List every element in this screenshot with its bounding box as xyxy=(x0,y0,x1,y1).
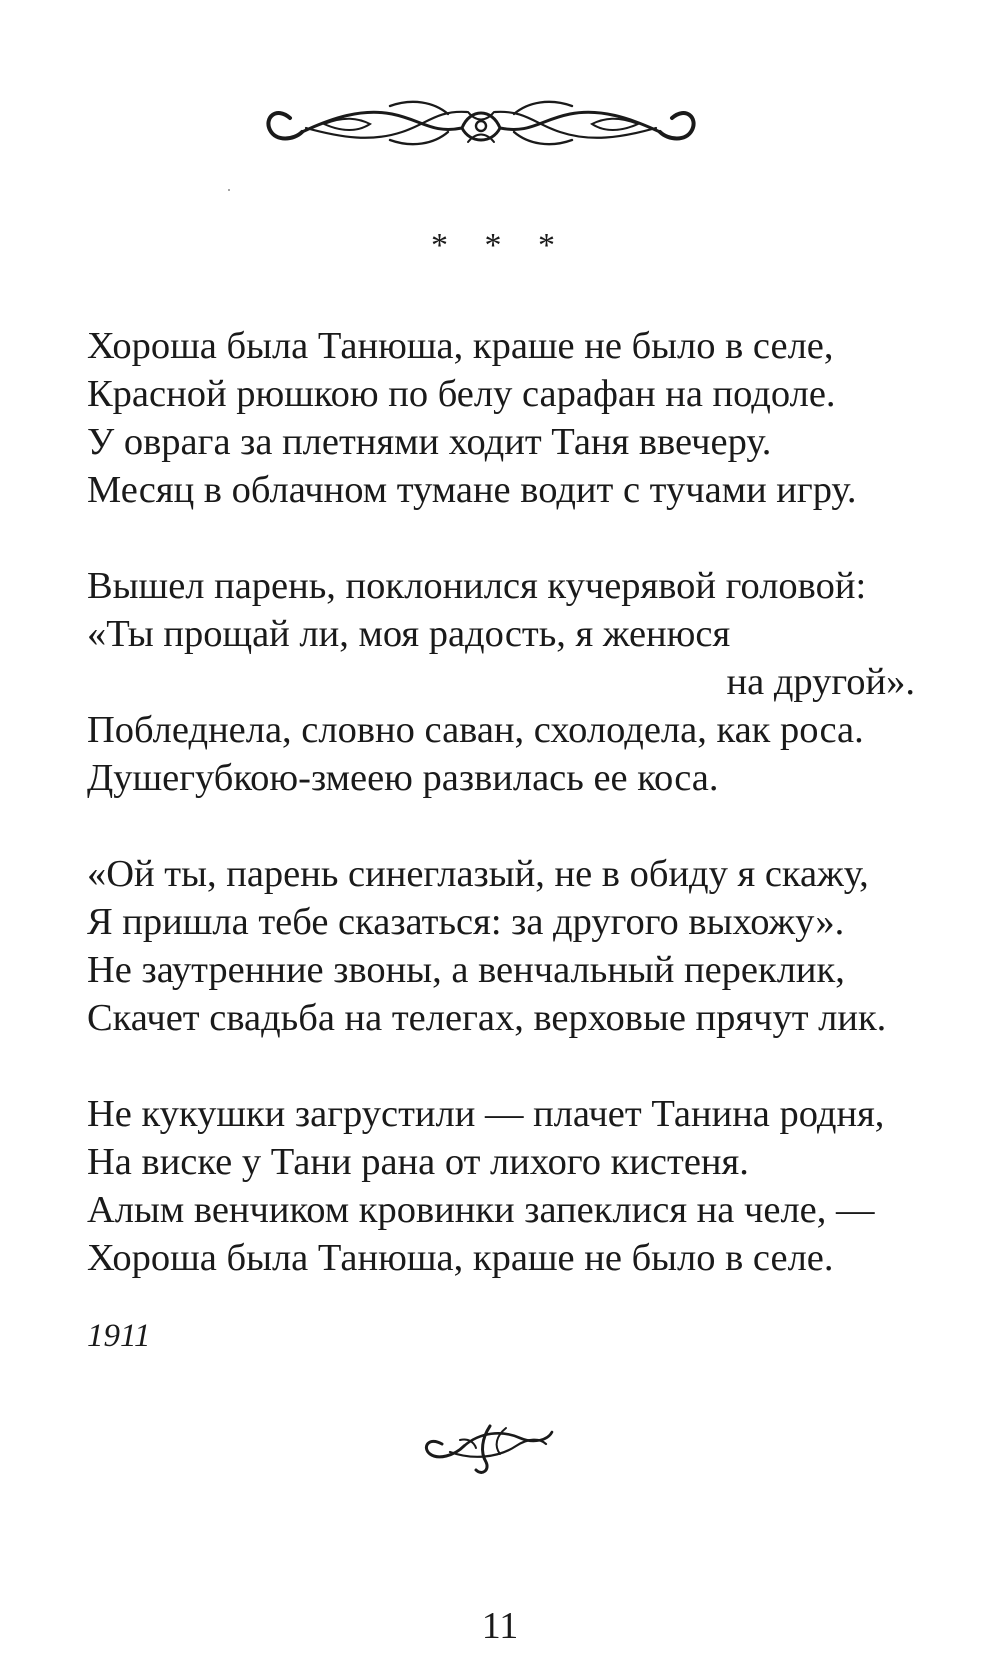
poem xyxy=(87,322,927,1330)
poem-line: Побледнела, словно саван, схолодела, как роса. xyxy=(87,709,864,751)
poem-line: На виске у Тани рана от лихого кистеня. xyxy=(87,1141,749,1183)
poem-line: Красной рюшкою по белу сарафан на подоле. xyxy=(87,373,836,415)
stanza xyxy=(87,850,927,1042)
poem-line: Хороша была Танюша, краше не было в селе, xyxy=(87,325,834,367)
poem-line: У оврага за плетнями ходит Таня ввечеру. xyxy=(87,421,772,463)
poem-line: Душегубкою-змеею развилась ее коса. xyxy=(87,757,719,799)
poem-line: Не кукушки загрустили — плачет Танина родня, xyxy=(87,1093,885,1135)
poem-line: Вышел парень, поклонился кучерявой головой: xyxy=(87,565,867,607)
stanza xyxy=(87,1090,927,1282)
poem-line: Не заутренние звоны, а венчальный переклик, xyxy=(87,949,845,991)
poem-date: 1911 xyxy=(87,1318,151,1354)
poem-line: Месяц в облачном тумане водит с тучами игру. xyxy=(87,469,857,511)
poem-line: Скачет свадьба на телегах, верховые прячут лик. xyxy=(87,997,887,1039)
page-number: 11 xyxy=(481,1605,519,1647)
poem-line: «Ты прощай ли, моя радость, я женюся xyxy=(87,613,731,655)
flourish-divider-icon xyxy=(262,88,700,154)
poem-line: Алым венчиком кровинки запеклися на челе, — xyxy=(87,1189,875,1231)
flourish-tailpiece-icon xyxy=(420,1416,556,1478)
section-mark: * * * xyxy=(431,227,569,264)
poem-line: «Ой ты, парень синеглазый, не в обиду я скажу, xyxy=(87,853,869,895)
poem-line: Я пришла тебе сказаться: за другого выхожу». xyxy=(87,901,845,943)
stanza xyxy=(87,322,927,514)
stanza xyxy=(87,562,927,802)
poem-line-continuation: на другой». xyxy=(726,661,915,703)
poem-line: Хороша была Танюша, краше не было в селе. xyxy=(87,1237,834,1279)
print-speck xyxy=(228,189,230,191)
